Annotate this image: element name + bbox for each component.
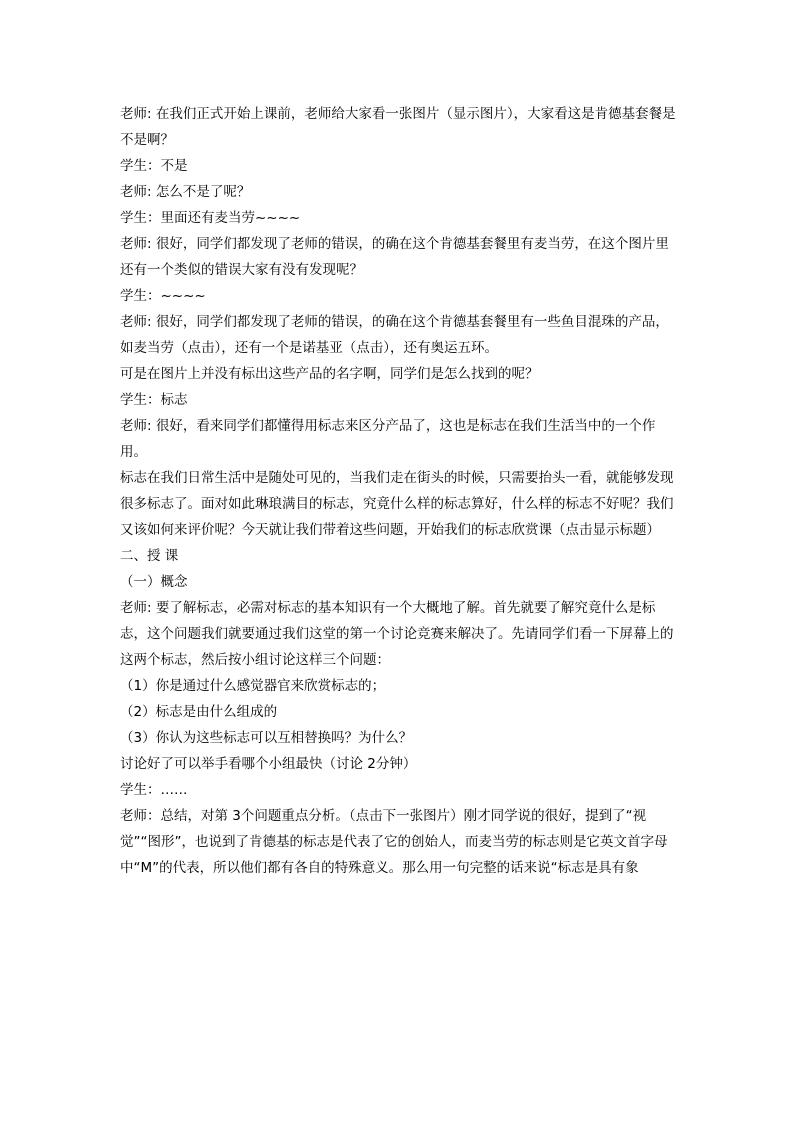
paragraph-discussion-note: 讨论好了可以举手看哪个小组最快（讨论 2分钟） [120,756,417,772]
paragraph-student-answer-5: 学生：…… [120,782,188,798]
paragraph-intro-summary: 标志在我们日常生活中是随处可见的，当我们走在街头的时候，只需要抬头一看，就能够发现很多标志了。面对如此琳琅满目的标志，究竟什么样的标志算好，什么样的标志不好呢？我们又该如何来评价呢？今天就让我们带着这些问题，开始我们的标志欣赏课（点击显示标题）二、授 课 [120,470,674,564]
paragraph-teacher-summary: 老师：总结，对第 3个问题重点分析。（点击下一张图片）刚才同学说的很好，提到了“视觉”“图形”，也说到了肯德基的标志是代表了它的创始人，而麦当劳的标志则是它英文首字母中“M”的代表，所以他们都有各自的特殊意义。那么用一句完整的话来说“标志是具有象 [120,808,668,876]
paragraph-student-answer-1: 学生：不是 [120,158,188,174]
question-item-3: （3）你认为这些标志可以互相替换吗？为什么？ [120,730,413,746]
paragraph-student-answer-4: 学生：标志 [120,392,188,408]
paragraph-teacher-response-1: 老师: 很好，同学们都发现了老师的错误，的确在这个肯德基套餐里有麦当劳，在这个图片里还有一个类似的错误大家有没有发现呢？ [120,236,669,278]
question-item-2: （2）标志是由什么组成的 [120,704,278,720]
paragraph-teacher-intro: 老师: 在我们正式开始上课前，老师给大家看一张图片（显示图片），大家看这是肯德基套餐是不是啊？ [120,106,676,148]
paragraph-student-answer-3: 学生：~~~~ [120,288,206,304]
section-heading-concept: （一）概念 [120,574,188,590]
paragraph-teacher-question-2: 可是在图片上并没有标出这些产品的名字啊，同学们是怎么找到的呢？ [120,366,539,382]
paragraph-teacher-response-3: 老师: 很好，看来同学们都懂得用标志来区分产品了，这也是标志在我们生活当中的一个作用。 [120,418,656,460]
paragraph-teacher-response-2: 老师: 很好，同学们都发现了老师的错误，的确在这个肯德基套餐里有一些鱼目混珠的产品，如麦当劳（点击），还有一个是诺基亚（点击），还有奥运五环。 [120,314,669,356]
question-item-1: （1）你是通过什么感觉器官来欣赏标志的； [120,678,386,694]
paragraph-teacher-question-1: 老师: 怎么不是了呢？ [120,184,251,200]
document-body [120,101,680,881]
paragraph-teacher-discussion: 老师: 要了解标志，必需对标志的基本知识有一个大概地了解。首先就要了解究竟什么是标志，这个问题我们就要通过我们这堂的第一个讨论竞赛来解决了。先请同学们看一下屏幕上的这两个标志，然后按小组讨论这样三个问题： [120,600,674,668]
paragraph-student-answer-2: 学生：里面还有麦当劳~~~~ [120,210,301,226]
